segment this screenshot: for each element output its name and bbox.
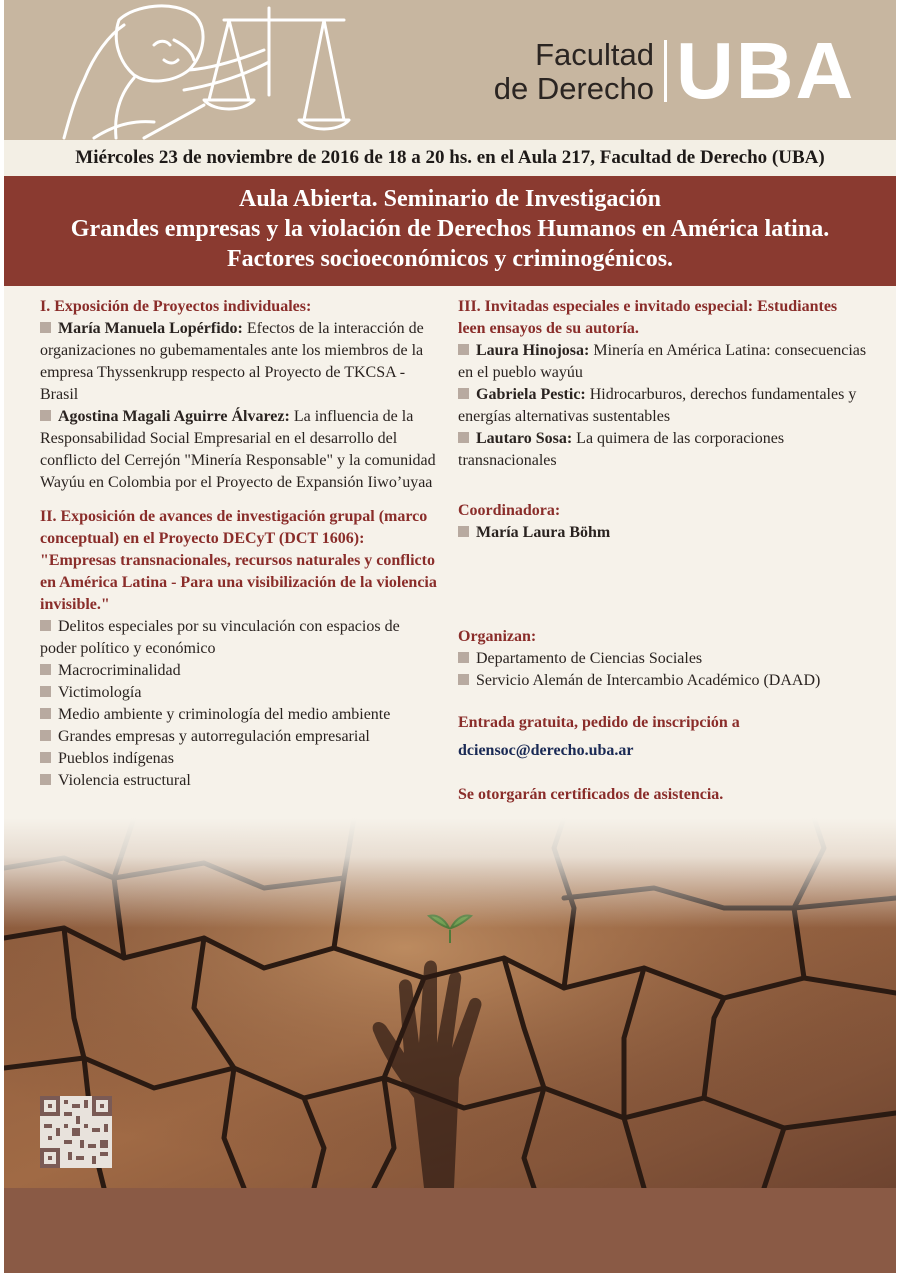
section3-item <box>458 384 868 428</box>
bullet-square-icon <box>40 410 51 421</box>
banner-line2: Grandes empresas y la violación de Derechos Humanos en América latina. <box>70 216 830 242</box>
entrada-text: Entrada gratuita, pedido de inscripción a <box>458 714 740 731</box>
list-item: Violencia estructural <box>40 770 440 792</box>
guest-name: Lautaro Sosa: <box>476 430 573 447</box>
organizan-title: Organizan: <box>458 628 537 645</box>
list-item: Victimología <box>40 682 440 704</box>
section1-title: I. Exposición de Proyectos individuales: <box>40 298 312 315</box>
section1-item <box>40 318 440 406</box>
left-column <box>40 296 440 792</box>
facultad-de-derecho-text <box>454 38 654 106</box>
right-column <box>458 296 868 806</box>
banner-line3: Factores socioeconómicos y criminogénicos. <box>226 246 674 272</box>
bullet-square-icon <box>40 708 51 719</box>
section3-item <box>458 428 868 472</box>
bullet-square-icon <box>40 730 51 741</box>
bullet-square-icon <box>40 752 51 763</box>
facultad-line1: Facultad <box>535 37 654 72</box>
presenter-name: Agostina Magali Aguirre Álvarez: <box>58 408 290 425</box>
list-item: Medio ambiente y criminología del medio ambiente <box>40 704 440 726</box>
guest-name: Laura Hinojosa: <box>476 342 590 359</box>
presentation-text: La influencia de la Responsabilidad Social Empresarial en el desarrollo del conflicto del Cerrejón "Minería Responsable" y la comunidad Wayúu en Colombia por el Proyecto de Expansión Iiwo’uyaa <box>40 408 436 491</box>
coordinadora-name: María Laura Böhm <box>476 524 611 541</box>
bullet-square-icon <box>458 344 469 355</box>
list-item: Macrocriminalidad <box>40 660 440 682</box>
presentation-text: Efectos de la interacción de organizaciones no gubemamentales ante los miembros de la empresa Thyssenkrupp respecto al Proyecto de TKCSA - Brasil <box>40 320 424 403</box>
header <box>4 0 896 140</box>
lady-justice-illustration <box>24 0 354 140</box>
bullet-square-icon <box>458 526 469 537</box>
qr-code[interactable] <box>40 1096 112 1168</box>
bullet-square-icon <box>458 652 469 663</box>
presenter-name: María Manuela Lopérfido: <box>58 320 243 337</box>
title-banner <box>4 176 896 286</box>
guest-name: Gabriela Pestic: <box>476 386 586 403</box>
organizer-item: Servicio Alemán de Intercambio Académico (DAAD) <box>458 670 868 692</box>
section3-item <box>458 340 868 384</box>
uba-logo-text: UBA <box>676 26 856 115</box>
organizer-item: Departamento de Ciencias Sociales <box>458 648 868 670</box>
section3-title: III. Invitadas especiales e invitado especial: Estudiantes leen ensayos de su autoría. <box>458 298 838 337</box>
section1-item <box>40 406 440 494</box>
essay-title: Minería en América Latina: consecuencias en el pueblo wayúu <box>458 342 867 381</box>
photo-top-fade <box>4 818 896 928</box>
bullet-square-icon <box>40 774 51 785</box>
bullet-square-icon <box>40 686 51 697</box>
bullet-square-icon <box>458 674 469 685</box>
list-item: Delitos especiales por su vinculación con espacios de poder político y económico <box>40 618 400 657</box>
banner-line1: Aula Abierta. Seminario de Investigación <box>238 186 661 212</box>
bullet-square-icon <box>458 432 469 443</box>
coordinadora-item <box>458 522 868 544</box>
list-item: Grandes empresas y autorregulación empresarial <box>40 726 440 748</box>
registration-email-link[interactable]: dciensoc@derecho.uba.ar <box>458 742 634 759</box>
section2-title: II. Exposición de avances de investigación grupal (marco conceptual) en el Proyecto DECyT (DCT 1606): "Empresas transnacionales, recursos naturales y conflicto en América Latina - Para una visibilización de la violencia invisible." <box>40 508 437 613</box>
essay-title: La quimera de las corporaciones transnacionales <box>458 430 785 469</box>
footer-bar <box>4 1188 896 1273</box>
logo-divider <box>664 40 667 102</box>
list-item: Pueblos indígenas <box>40 748 440 770</box>
bullet-square-icon <box>40 664 51 675</box>
poster <box>4 0 896 1273</box>
section2-list <box>40 616 440 792</box>
bullet-square-icon <box>40 620 51 631</box>
bullet-square-icon <box>458 388 469 399</box>
bullet-square-icon <box>40 322 51 333</box>
essay-title: Hidrocarburos, derechos fundamentales y energías alternativas sustentables <box>458 386 857 425</box>
certificados-text: Se otorgarán certificados de asistencia. <box>458 786 724 803</box>
facultad-line2: de Derecho <box>493 71 654 106</box>
event-dateline: Miércoles 23 de noviembre de 2016 de 18 a 20 hs. en el Aula 217, Facultad de Derecho (UBA) <box>4 140 896 176</box>
coordinadora-title: Coordinadora: <box>458 502 561 519</box>
